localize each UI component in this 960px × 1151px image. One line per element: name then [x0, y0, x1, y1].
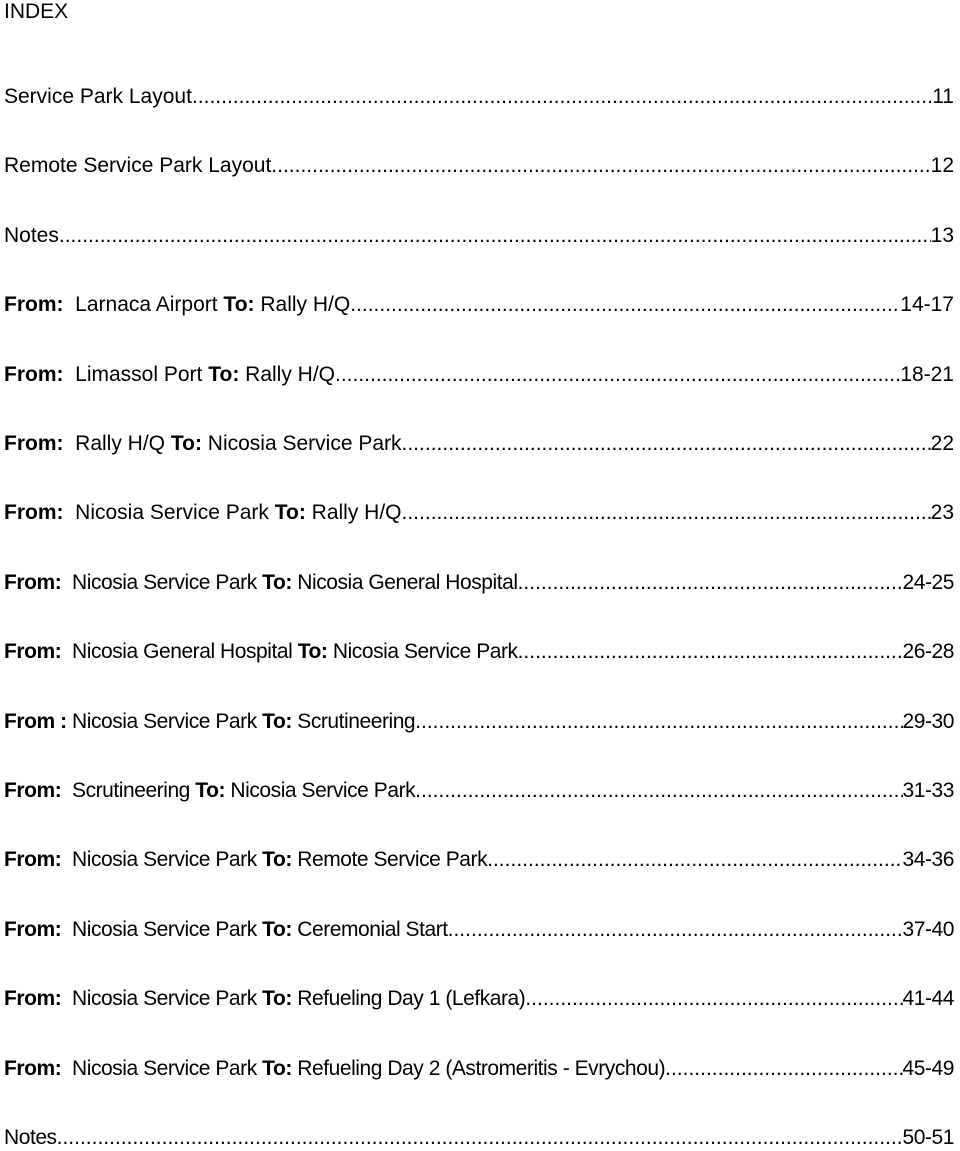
- entry-page-number: 18-21: [900, 363, 954, 386]
- entry-keyword: To:: [262, 571, 292, 594]
- entry-label: [4, 500, 402, 526]
- entry-keyword: To:: [195, 779, 226, 802]
- dot-leader: [518, 639, 903, 665]
- entry-text: Remote Service Park: [291, 848, 488, 871]
- entry-keyword: From:: [4, 640, 62, 663]
- index-entry: [4, 917, 954, 943]
- index-entry: [4, 709, 954, 735]
- dot-leader: [665, 1056, 902, 1082]
- index-entry: [4, 431, 954, 457]
- entry-text: Ceremonial Start: [291, 918, 448, 941]
- entry-page-number: 45-49: [902, 1057, 954, 1080]
- entry-page-number: 24-25: [902, 571, 954, 594]
- entry-label: [4, 986, 525, 1012]
- entry-label: [4, 917, 448, 943]
- dot-leader: [59, 223, 931, 249]
- entry-keyword: To:: [223, 293, 255, 316]
- dot-leader: [192, 84, 932, 110]
- entry-text: Larnaca Airport: [63, 293, 224, 316]
- entry-keyword: From:: [4, 987, 62, 1010]
- entry-keyword: From:: [4, 432, 64, 455]
- entry-page-number: 37-40: [902, 918, 954, 941]
- entry-label: [4, 778, 415, 804]
- index-entry: [4, 223, 954, 249]
- entry-keyword: To:: [262, 918, 292, 941]
- entry-keyword: To:: [297, 640, 328, 663]
- dot-leader: [448, 917, 903, 943]
- entry-page-number: 41-44: [902, 987, 954, 1010]
- entry-text: Nicosia Service Park: [201, 432, 402, 455]
- entry-text: Nicosia General Hospital: [291, 571, 518, 594]
- entry-page-number: 12: [930, 154, 954, 177]
- entry-keyword: To:: [274, 501, 306, 524]
- index-entry: [4, 153, 954, 179]
- index-entry: [4, 1056, 954, 1082]
- entry-text: Refueling Day 2 (Astromeritis - Evrychou): [291, 1057, 666, 1080]
- entry-text: Nicosia Service Park: [66, 710, 263, 733]
- entry-keyword: From:: [4, 1057, 62, 1080]
- dot-leader: [271, 153, 930, 179]
- index-entry: [4, 362, 954, 388]
- entry-label: [4, 292, 350, 318]
- entry-page-number: 13: [930, 224, 954, 247]
- entry-text: Scrutineering: [291, 710, 416, 733]
- entry-text: Nicosia Service Park: [327, 640, 518, 663]
- entry-page-number: 29-30: [902, 710, 954, 733]
- entry-text: Rally H/Q: [305, 501, 402, 524]
- entry-page-number: 26-28: [902, 640, 954, 663]
- entry-text: Rally H/Q: [254, 293, 351, 316]
- entry-label: [4, 570, 518, 596]
- entry-label: [4, 223, 59, 249]
- dot-leader: [402, 500, 931, 526]
- entry-text: Notes: [4, 1126, 57, 1149]
- entry-keyword: From:: [4, 501, 64, 524]
- entry-text: Nicosia Service Park: [61, 848, 263, 871]
- index-title: INDEX: [4, 0, 69, 23]
- index-entry: [4, 500, 954, 526]
- dot-leader: [402, 431, 931, 457]
- entry-keyword: From:: [4, 848, 62, 871]
- entry-page-number: 14-17: [900, 293, 954, 316]
- entry-label: [4, 847, 487, 873]
- entry-keyword: To:: [262, 848, 292, 871]
- entry-text: Rally H/Q: [63, 432, 171, 455]
- index-entry: [4, 986, 954, 1012]
- entry-label: [4, 709, 415, 735]
- index-entry: [4, 639, 954, 665]
- dot-leader: [415, 778, 902, 804]
- entry-text: Service Park Layout: [4, 85, 192, 108]
- entry-page-number: 50-51: [902, 1126, 954, 1149]
- index-entry: [4, 570, 954, 596]
- entry-keyword: To:: [208, 363, 240, 386]
- entry-page-number: 22: [930, 432, 954, 455]
- index-entry: [4, 778, 954, 804]
- entry-text: Nicosia Service Park: [61, 1057, 263, 1080]
- entry-page-number: 34-36: [902, 848, 954, 871]
- entry-label: [4, 431, 402, 457]
- entry-keyword: From :: [4, 710, 67, 733]
- index-entry: [4, 84, 954, 110]
- entry-text: Nicosia Service Park: [61, 987, 263, 1010]
- entry-label: [4, 1125, 57, 1151]
- entry-text: Remote Service Park Layout: [4, 154, 272, 177]
- entry-text: Nicosia Service Park: [61, 918, 263, 941]
- index-entry: [4, 292, 954, 318]
- entry-text: Rally H/Q: [239, 363, 335, 386]
- entry-keyword: From:: [4, 571, 62, 594]
- entry-label: [4, 1056, 665, 1082]
- dot-leader: [518, 570, 903, 596]
- entry-page-number: 23: [930, 501, 954, 524]
- entry-text: Nicosia General Hospital: [61, 640, 298, 663]
- entry-page-number: 31-33: [902, 779, 954, 802]
- entry-keyword: From:: [4, 293, 64, 316]
- dot-leader: [350, 292, 900, 318]
- dot-leader: [57, 1125, 903, 1151]
- dot-leader: [335, 362, 900, 388]
- entry-text: Refueling Day 1 (Lefkara): [291, 987, 526, 1010]
- entry-keyword: To:: [262, 987, 292, 1010]
- entry-page-number: 11: [932, 85, 954, 108]
- dot-leader: [487, 847, 902, 873]
- entry-label: [4, 84, 192, 110]
- entry-text: Nicosia Service Park: [61, 571, 263, 594]
- entry-keyword: To:: [262, 710, 292, 733]
- entry-keyword: From:: [4, 779, 62, 802]
- entry-keyword: From:: [4, 363, 64, 386]
- entry-text: Limassol Port: [63, 363, 209, 386]
- dot-leader: [415, 709, 902, 735]
- entry-label: [4, 362, 335, 388]
- entry-label: [4, 639, 518, 665]
- entry-text: Notes: [4, 224, 59, 247]
- entry-text: Scrutineering: [61, 779, 196, 802]
- entry-label: [4, 153, 271, 179]
- index-entry: [4, 847, 954, 873]
- index-entry: [4, 1125, 954, 1151]
- entry-keyword: To:: [170, 432, 202, 455]
- entry-keyword: From:: [4, 918, 62, 941]
- entry-keyword: To:: [262, 1057, 292, 1080]
- dot-leader: [525, 986, 902, 1012]
- entry-text: Nicosia Service Park: [225, 779, 416, 802]
- entry-text: Nicosia Service Park: [63, 501, 275, 524]
